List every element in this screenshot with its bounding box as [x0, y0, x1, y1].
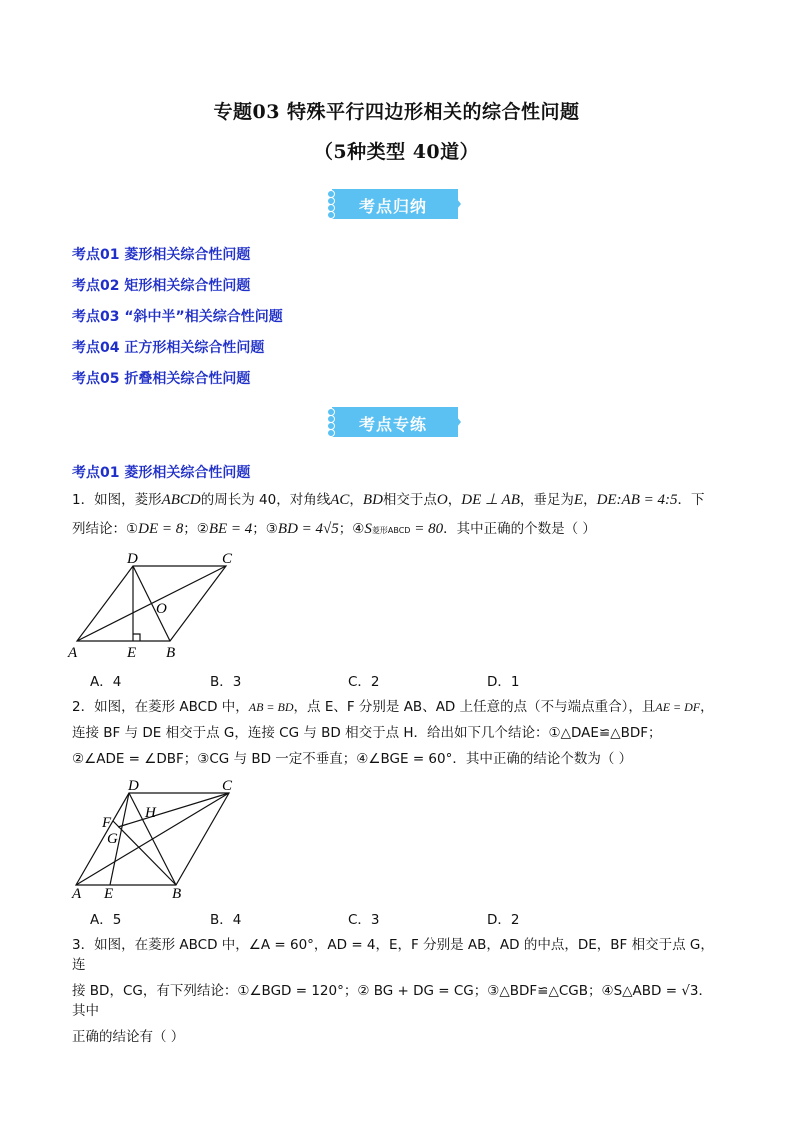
- q1-line-2: 列结论：①DE = 8；②BE = 4；③BD = 4√5；④S菱形ABCD = 80．其中正确的个数是（ ）: [72, 521, 596, 537]
- option-c[interactable]: C．3: [348, 912, 380, 928]
- section-heading: 考点01 菱形相关综合性问题: [72, 465, 251, 481]
- q2-line-2: 连接 BF 与 DE 相交于点 G，连接 CG 与 BD 相交于点 H．给出如下几个结论：①△DAE≌△BDF；: [72, 725, 662, 741]
- label-B: B: [166, 645, 176, 660]
- section-banner-practice: [327, 405, 465, 441]
- question-2-text: [72, 697, 722, 769]
- figure-1-rhombus: [66, 550, 246, 660]
- option-d[interactable]: D．2: [487, 912, 520, 928]
- label-C: C: [222, 778, 233, 794]
- question-1-text: [72, 490, 722, 541]
- banner-label: 考点归纳: [358, 197, 427, 216]
- option-a[interactable]: A．5: [90, 912, 122, 928]
- label-O: O: [156, 601, 167, 617]
- option-d[interactable]: D．1: [487, 674, 520, 690]
- banner-label: 考点专练: [358, 415, 427, 434]
- q2-line-1: 2．如图，在菱形 ABCD 中，AB = BD，点 E、F 分别是 AB、AD 上任意的点（不与端点重合），且AE = DF，: [72, 699, 714, 715]
- figure-2-rhombus: [66, 773, 246, 903]
- toc-item-4[interactable]: 考点04 正方形相关综合性问题: [72, 340, 265, 356]
- doc-subtitle: （5种类型 40道）: [313, 141, 480, 163]
- q1-line-1: 1．如图，菱形ABCD的周长为 40，对角线AC，BD相交于点O，DE ⊥ AB，垂足为E，DE:AB = 4:5．下: [72, 492, 705, 508]
- toc-item-1[interactable]: 考点01 菱形相关综合性问题: [72, 247, 251, 263]
- section-banner-summary: [327, 187, 465, 223]
- q3-line-1: 3．如图，在菱形 ABCD 中，∠A = 60°，AD = 4，E，F 分别是 AB，AD 的中点，DE，BF 相交于点 G，连: [72, 937, 714, 973]
- option-c[interactable]: C．2: [348, 674, 380, 690]
- option-b[interactable]: B．4: [210, 912, 242, 928]
- label-A: A: [72, 886, 82, 902]
- toc-item-5[interactable]: 考点05 折叠相关综合性问题: [72, 371, 251, 387]
- label-A: A: [68, 645, 78, 660]
- label-D: D: [127, 551, 138, 567]
- label-B: B: [172, 886, 182, 902]
- label-F: F: [102, 815, 112, 831]
- toc-item-3[interactable]: 考点03 “斜中半”相关综合性问题: [72, 309, 283, 325]
- label-G: G: [107, 831, 118, 847]
- option-a[interactable]: A．4: [90, 674, 122, 690]
- question-3-text: [72, 935, 722, 1047]
- label-D: D: [128, 778, 139, 794]
- q2-line-3: ②∠ADE = ∠DBF；③CG 与 BD 一定不垂直；④∠BGE = 60°．其中正确的结论个数为（ ）: [72, 751, 633, 767]
- label-E: E: [104, 886, 114, 902]
- q2-options: [90, 908, 690, 928]
- doc-title: 专题03 特殊平行四边形相关的综合性问题: [213, 101, 580, 123]
- option-b[interactable]: B．3: [210, 674, 242, 690]
- label-C: C: [222, 551, 233, 567]
- q1-options: [90, 670, 690, 690]
- q3-line-3: 正确的结论有（ ）: [72, 1029, 185, 1045]
- label-H: H: [145, 805, 156, 821]
- q3-line-2: 接 BD，CG，有下列结论：①∠BGD = 120°；② BG + DG = CG；③△BDF≌△CGB；④S△ABD = √3．其中: [72, 983, 713, 1019]
- toc-item-2[interactable]: 考点02 矩形相关综合性问题: [72, 278, 251, 294]
- label-E: E: [127, 645, 137, 660]
